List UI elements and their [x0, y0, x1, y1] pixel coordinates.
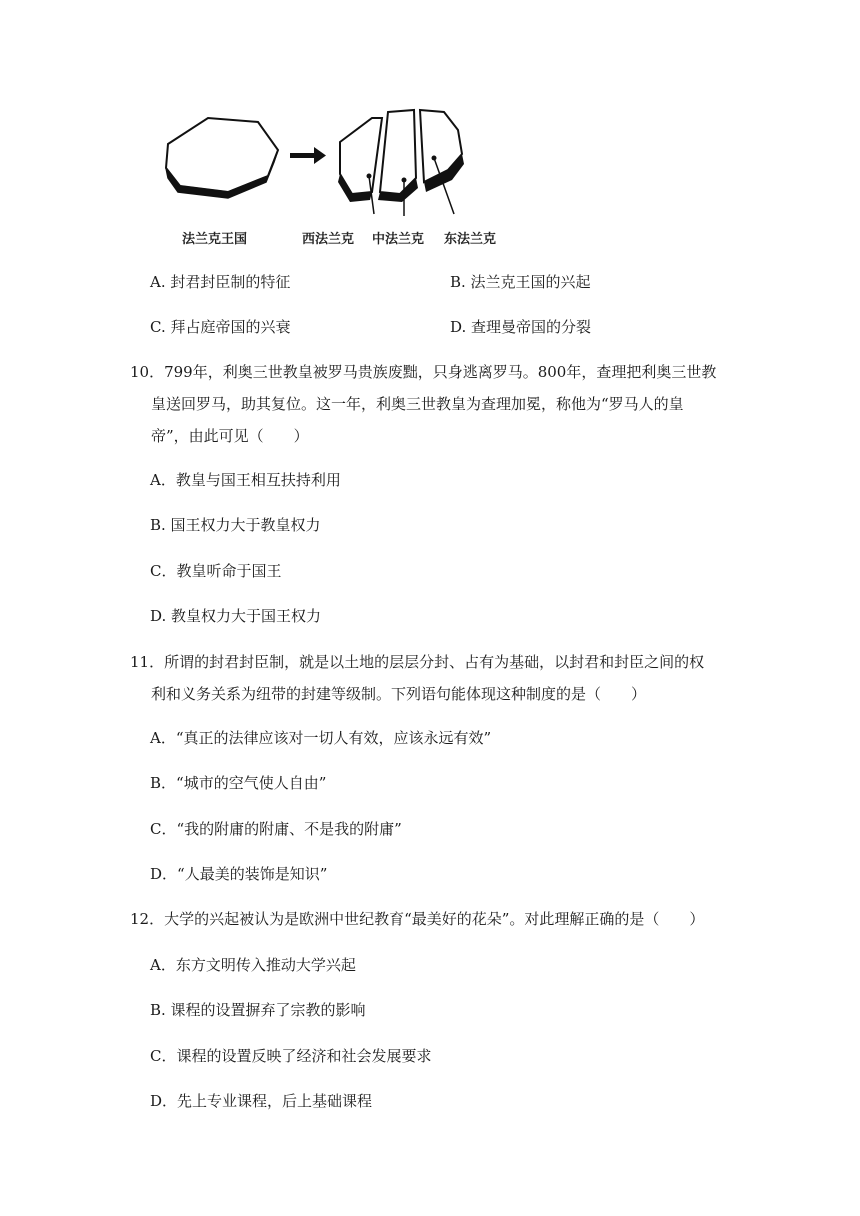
- q10-option-b: B. 国王权力大于教皇权力: [150, 516, 321, 534]
- q10-option-c: C．教皇听命于国王: [150, 562, 282, 580]
- q12-option-c: C．课程的设置反映了经济和社会发展要求: [150, 1047, 432, 1065]
- q11-option-a: A．“真正的法律应该对一切人有效，应该永远有效”: [150, 729, 492, 747]
- frankish-division-figure: [158, 96, 506, 250]
- label-frankish-kingdom: 法兰克王国: [182, 232, 248, 247]
- q11-option-b: B．“城市的空气使人自由”: [150, 774, 327, 792]
- question-10: [130, 362, 716, 458]
- q9-option-c: C. 拜占庭帝国的兴衰: [150, 318, 291, 336]
- division-diagram: [158, 96, 506, 226]
- q12-line-1: 12．大学的兴起被认为是欧洲中世纪教育“最美好的花朵”。对此理解正确的是（ ）: [130, 910, 705, 928]
- q10-option-a: A．教皇与国王相互扶持利用: [150, 471, 341, 489]
- q11-line-1: 11．所谓的封君封臣制，就是以土地的层层分封、占有为基础，以封君和封臣之间的权: [130, 653, 705, 671]
- middle-frankish-shape: [380, 110, 416, 194]
- q10-line-2: 皇送回罗马，助其复位。这一年，利奥三世教皇为查理加冕，称他为“罗马人的皇: [151, 395, 684, 413]
- q9-option-a: A. 封君封臣制的特征: [150, 273, 291, 291]
- q11-option-c: C．“我的附庸的附庸、不是我的附庸”: [150, 820, 402, 838]
- q9-option-d: D. 查理曼帝国的分裂: [450, 318, 592, 336]
- q9-option-b: B. 法兰克王国的兴起: [450, 273, 591, 291]
- label-west-frankish: 西法兰克: [302, 232, 355, 247]
- question-11: [130, 652, 704, 716]
- q12-option-d: D．先上专业课程，后上基础课程: [150, 1092, 373, 1110]
- q10-line-3: 帝”，由此可见（ ）: [151, 427, 309, 445]
- label-middle-frankish: 中法兰克: [372, 232, 425, 247]
- q11-line-2: 利和义务关系为纽带的封建等级制。下列语句能体现这种制度的是（ ）: [151, 685, 647, 703]
- q10-option-d: D. 教皇权力大于国王权力: [150, 607, 322, 625]
- arrow-icon: [290, 147, 326, 164]
- q12-option-b: B. 课程的设置摒弃了宗教的影响: [150, 1001, 366, 1019]
- label-east-frankish: 东法兰克: [444, 232, 497, 247]
- west-frankish-shape: [340, 118, 382, 194]
- question-12: [130, 909, 704, 941]
- q10-line-1: 10．799年，利奥三世教皇被罗马贵族废黜，只身逃离罗马。800年，查理把利奥三世教: [130, 363, 717, 381]
- q12-option-a: A．东方文明传入推动大学兴起: [150, 956, 356, 974]
- q11-option-d: D．“人最美的装饰是知识”: [150, 865, 328, 883]
